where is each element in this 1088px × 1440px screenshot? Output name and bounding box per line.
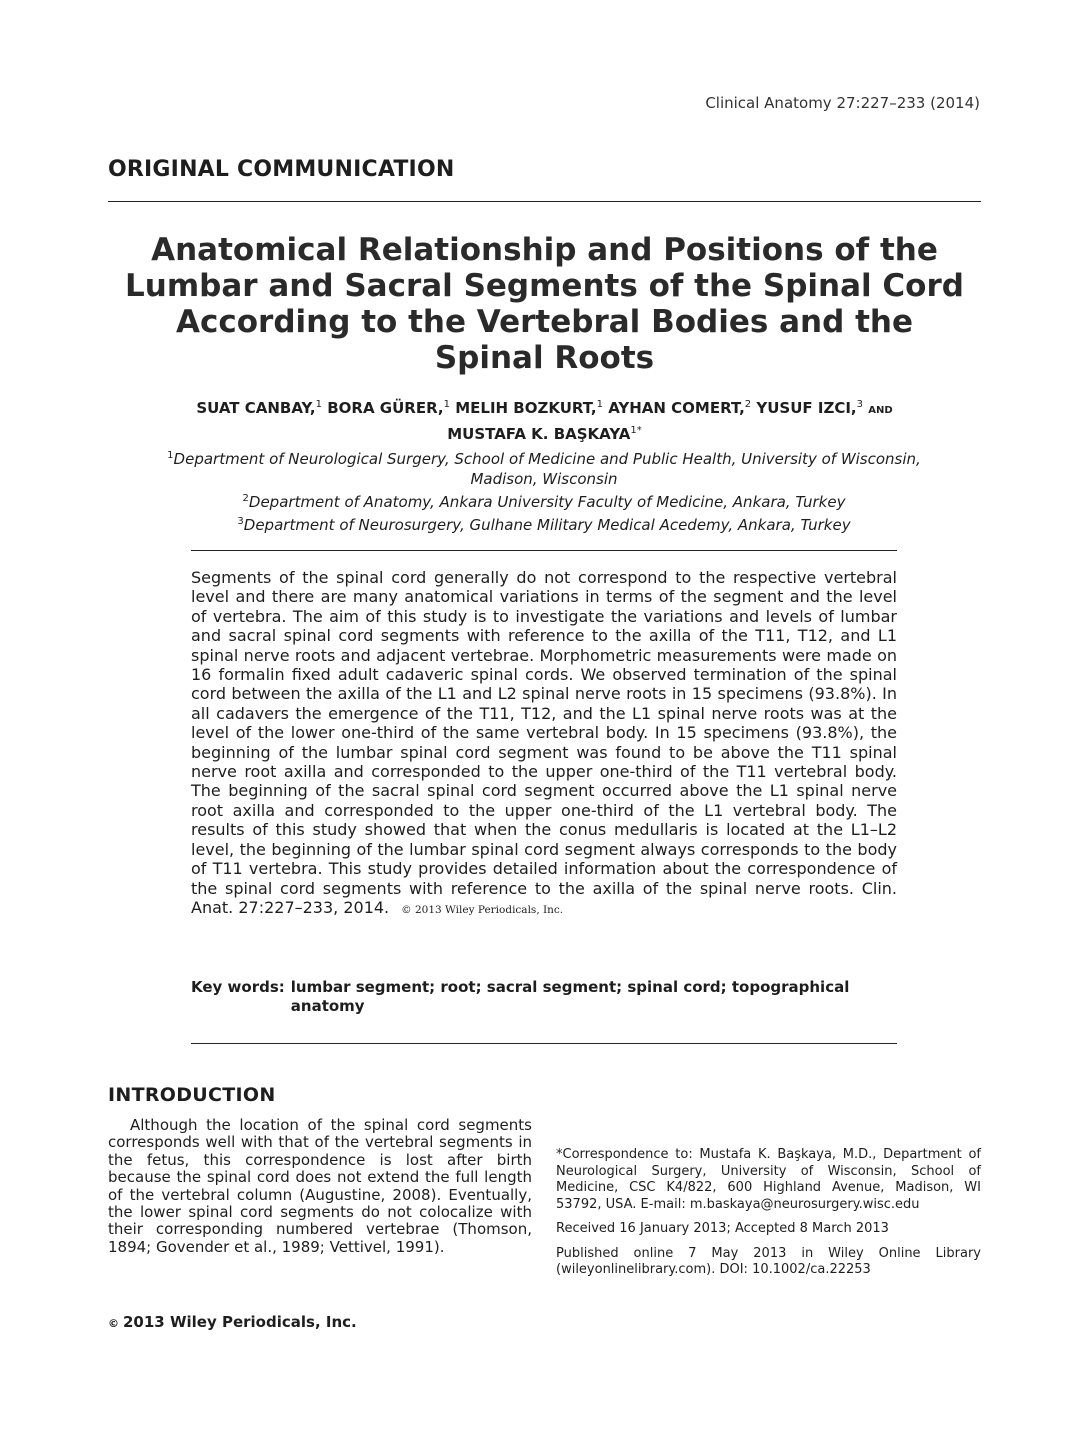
author: BORA GÜRER,$^1$	[327, 399, 450, 417]
abstract-copyright: © 2013 Wiley Periodicals, Inc.	[401, 903, 564, 916]
abstract-bottom-divider	[191, 1043, 897, 1044]
journal-reference: Clinical Anatomy 27:227–233 (2014)	[705, 94, 980, 112]
affiliation: $^3$Department of Neurosurgery, Gulhane Military Medical Acedemy, Ankara, Turkey	[237, 516, 851, 534]
published-info: Published online 7 May 2013 in Wiley Online Library (wileyonlinelibrary.com). DOI: 10.1002/ca.22253	[556, 1245, 981, 1277]
author: SUAT CANBAY,$^1$	[196, 399, 322, 417]
abstract-text: Segments of the spinal cord generally do not correspond to the respective vertebral level and there are many anatomical variations in terms of the segment and the level of vertebra. The aim of this study is to investigate the variations and levels of lumbar and sacral spinal cord segments with reference to the axilla of the T11, T12, and L1 spinal nerve roots and adjacent vertebrae. Morphometric measurements were made on 16 formalin fixed adult cadaveric spinal cords. We observed termination of the spinal cord between the axilla of the L1 and L2 spinal nerve roots in 15 specimens (93.8%). In all cadavers the emergence of the T11, T12, and the L1 spinal nerve roots was at the level of the lower one-third of the same vertebral body. In 15 specimens (93.8%), the beginning of the lumbar spinal cord segment was found to be above the T11 spinal nerve root axilla and corresponded to the upper one-third of the T11 vertebral body. The beginning of the sacral spinal cord segment occurred above the L1 spinal nerve root axilla and corresponded to the upper one-third of the L1 vertebral body. The results of this study showed that when the conus medullaris is located at the L1–L2 level, the beginning of the lumbar spinal cord segment always corresponds to the body of T11 vertebra. This study provides detailed information about the correspondence of the spinal cord segments with reference to the axilla of the spinal nerve roots. Clin. Anat. 27:227–233, 2014.	[191, 568, 897, 917]
title-line: Spinal Roots	[434, 340, 655, 376]
abstract	[191, 568, 897, 920]
correspondence-block	[556, 1147, 981, 1287]
footer-copyright	[108, 1313, 357, 1331]
title-line: According to the Vertebral Bodies and the	[176, 304, 913, 340]
keywords-label: Key words:	[191, 978, 285, 996]
introduction-body: Although the location of the spinal cord segments corresponds well with that of the vertebral segments in the fetus, this correspondence is lost after birth because the spinal cord does not extend the full length of the vertebral column (Augustine, 2008). Eventually, the lower spinal cord segments do not colocalize with their corresponding numbered vertebrae (Thomson, 1894; Govender et al., 1989; Vettivel, 1991).	[108, 1116, 532, 1256]
author: MELIH BOZKURT,$^1$	[455, 399, 603, 417]
author: MUSTAFA K. $BAŞKAYA^{1*}$	[447, 425, 642, 443]
keywords-text: lumbar segment; root; sacral segment; spinal cord; topographical anatomy	[290, 978, 850, 1015]
title-line: Lumbar and Sacral Segments of the Spinal Cord	[125, 268, 964, 304]
abstract-top-divider	[191, 550, 897, 551]
keywords	[191, 978, 897, 1016]
author: AYHAN COMERT,$^2$	[608, 399, 752, 417]
footer-copyright-text: 2013 Wiley Periodicals, Inc.	[123, 1313, 357, 1331]
affiliations	[140, 446, 948, 535]
article-title	[108, 232, 981, 376]
introduction-heading: INTRODUCTION	[108, 1084, 276, 1106]
title-line: Anatomical Relationship and Positions of the	[151, 232, 938, 268]
header-divider	[108, 201, 981, 202]
affiliation: $^1$Department of Neurological Surgery, School of Medicine and Public Health, University of Wisconsin, Madison, Wisconsin	[167, 450, 921, 488]
section-label: ORIGINAL COMMUNICATION	[108, 157, 455, 182]
correspondence-text: *Correspondence to: Mustafa K. Başkaya, M.D., Department of Neurological Surgery, University of Wisconsin, School of Medicine, CSC K4/822, 600 Highland Avenue, Madison, WI 53792, USA. E-mail: m.baskaya@neurosurgery.wisc.edu	[556, 1147, 981, 1212]
author: YUSUF IZCI,$^3$	[756, 399, 863, 417]
affiliation: $^2$Department of Anatomy, Ankara University Faculty of Medicine, Ankara, Turkey	[242, 493, 846, 511]
received-dates: Received 16 January 2013; Accepted 8 March 2013	[556, 1221, 889, 1236]
copyright-symbol: ©	[108, 1317, 119, 1330]
author-list	[108, 395, 981, 444]
authors-and: AND	[868, 405, 893, 416]
